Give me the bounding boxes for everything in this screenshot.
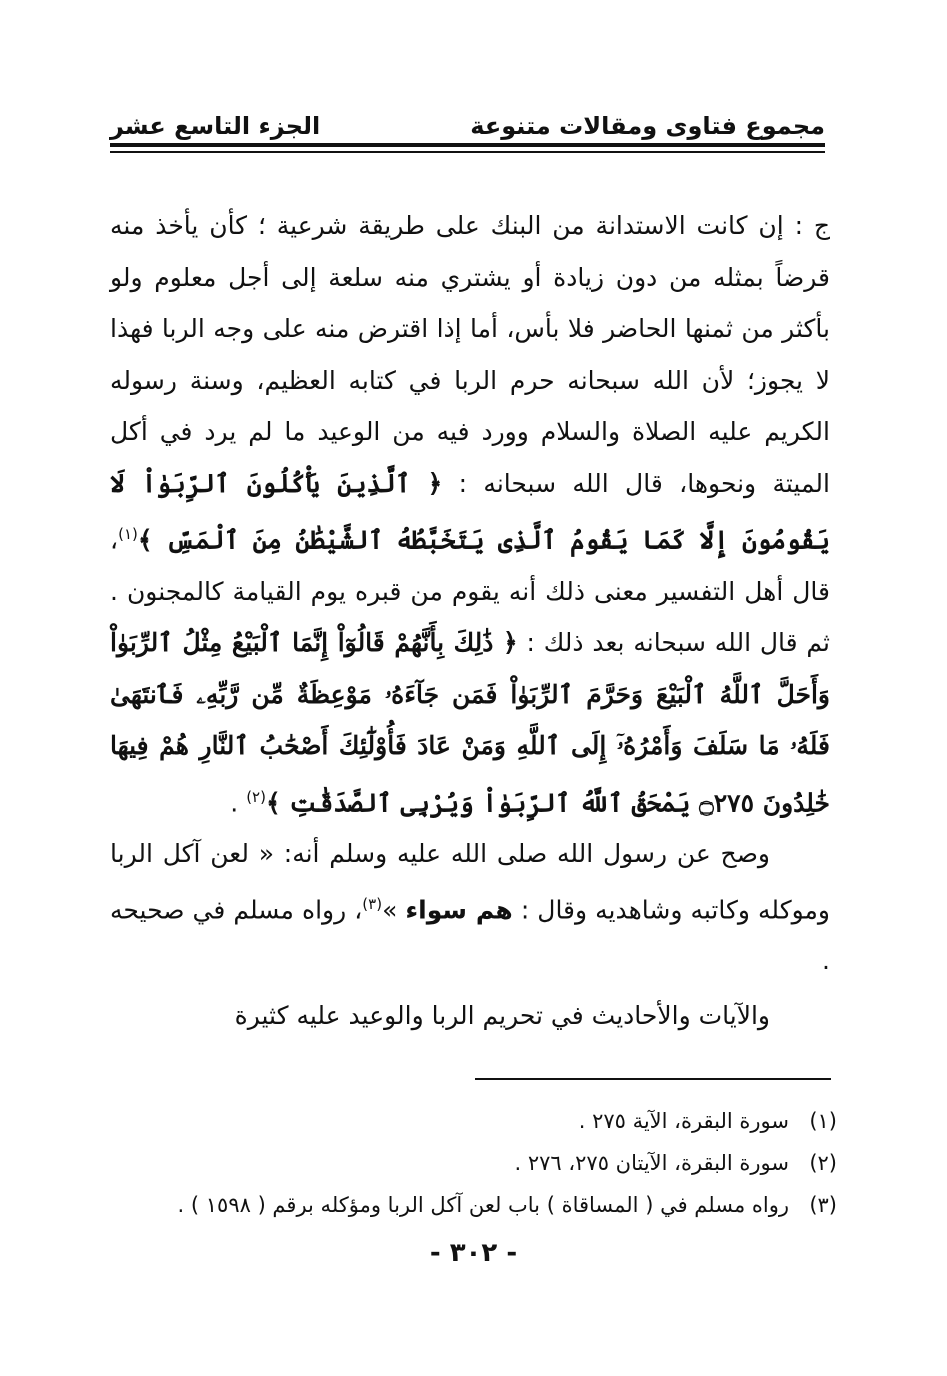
paragraph-end: . [230,788,247,818]
hadith-close-quote: » [382,895,406,925]
footnote-number: (٣) [809,1193,837,1217]
tafsir-text: ، قال أهل التفسير معنى ذلك أنه يقوم من قبره يوم القيامة كالمجنون . ثم قال الله سبحانه بعد ذلك : [110,525,830,658]
running-header [110,104,825,144]
book-title: مجموع فتاوى ومقالات متنوعة [470,112,825,140]
answer-text: ج : إن كانت الاستدانة من البنك على طريقة شرعية ؛ كأن يأخذ منه قرضاً بمثله من دون زيادة أو يشتري منه سلعة إلى أجل معلوم ولو بأكثر من ثمنها الحاضر فلا بأس، أما إذا اقترض منه على وجه الربا فهذا لا يجوز؛ لأن الله سبحانه حرم الربا في كتابه العظيم، وسنة رسوله الكريم عليه الصلاة والسلام وورد فيه من الوعيد ما لم يرد في أكل الميتة ونحوها، قال الله سبحانه : [110,211,830,498]
footnotes [110,1100,837,1226]
footnote-text: سورة البقرة، الآيتان ٢٧٥، ٢٧٦ . [514,1151,789,1175]
footnote-number: (١) [809,1109,837,1133]
footnote-item [110,1142,837,1184]
closing-text: والآيات والأحاديث في تحريم الربا والوعيد عليه كثيرة [234,1001,770,1030]
footnote-number: (٢) [809,1151,837,1175]
footnote-ref-2: (٢) [246,787,266,806]
answer-paragraph [110,200,830,829]
header-rule-thin [110,151,825,153]
footnote-separator [475,1078,831,1080]
hadith-bold-text: هم سواء [405,895,513,925]
footnote-item [110,1100,837,1142]
quran-verse-1: ﴿ ٱلَّذِينَ يَأْكُلُونَ ٱلرِّبَوٰاْ لَا يَقُومُونَ إِلَّا كَمَا يَقُومُ ٱلَّذِى يَتَخَبَّطُهُ ٱلشَّيْطَٰنُ مِنَ ٱلْمَسِّ ﴾ [110,468,830,555]
footnote-ref-1: (١) [118,525,138,543]
part-label: الجزء التاسع عشر [110,112,321,140]
footnote-ref-3: (٣) [362,895,383,913]
footnote-text: سورة البقرة، الآية ٢٧٥ . [578,1109,789,1133]
hadith-source: ، رواه مسلم في صحيحه . [110,895,830,976]
hadith-paragraph [110,828,830,986]
footnote-text: رواه مسلم في ( المساقاة ) باب لعن آكل الربا ومؤكله برقم ( ١٥٩٨ ) . [177,1193,789,1217]
footnote-item [110,1184,837,1226]
header-rule-thick [110,143,825,147]
closing-paragraph [110,990,830,1041]
hadith-text: وصح عن رسول الله صلى الله عليه وسلم أنه: « لعن آكل الربا وموكله وكاتبه وشاهديه وقال : [110,839,830,925]
page-number: - ٣٠٢ - [429,1238,518,1268]
quran-verse-2: ﴿ ذَٰلِكَ بِأَنَّهُمْ قَالُوٓاْ إِنَّمَا ٱلْبَيْعُ مِثْلُ ٱلرِّبَوٰاْ وَأَحَلَّ ٱللَّهُ ٱلْبَيْعَ وَحَرَّمَ ٱلرِّبَوٰاْ فَمَن جَآءَهُۥ مَوْعِظَةٌ مِّن رَّبِّهِۦ فَٱنتَهَىٰ فَلَهُۥ مَا سَلَفَ وَأَمْرُهُۥٓ إِلَى ٱللَّهِ وَمَنْ عَادَ فَأُوْلَٰٓئِكَ أَصْحَٰبُ ٱلنَّارِ هُمْ فِيهَا خَٰلِدُونَ ۝٢٧٥ يَمْحَقُ ٱللَّهُ ٱلرِّبَوٰاْ وَيُرْبِى ٱلصَّدَقَٰتِ ﴾ [110,628,830,818]
